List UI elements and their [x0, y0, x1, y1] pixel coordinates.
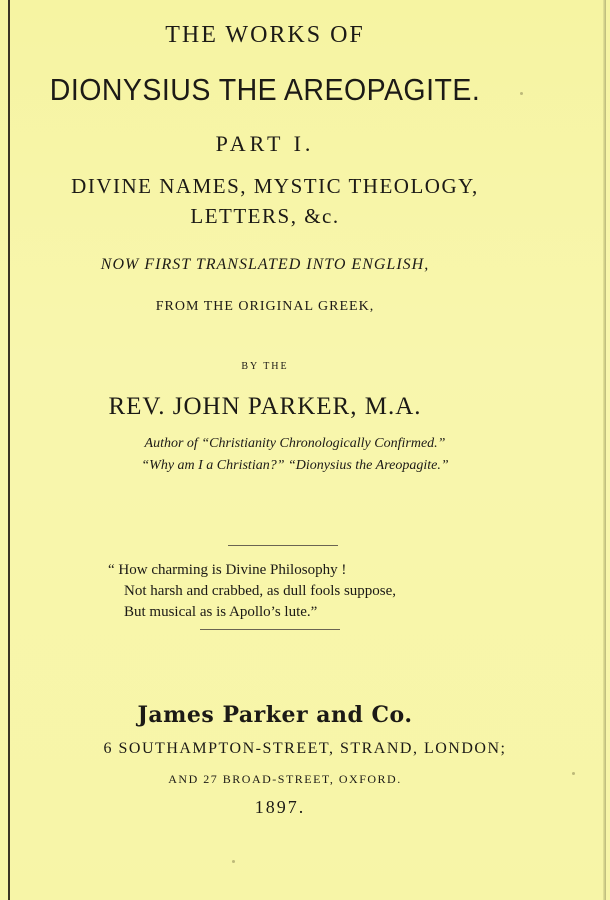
title-line-1: THE WORKS OF [165, 22, 365, 48]
translation-line-1: NOW FIRST TRANSLATED INTO ENGLISH, [100, 256, 430, 273]
author-works-line-2: “Why am I a Christian?” “Dionysius the Areopagite.” [141, 458, 449, 473]
translation-line-2: FROM THE ORIGINAL GREEK, [155, 299, 375, 314]
paper-speck [572, 772, 575, 775]
epigraph-top-rule [228, 545, 338, 546]
epigraph-line-1: “ How charming is Divine Philosophy ! [108, 562, 347, 578]
publisher-name: James Parker and Co. [137, 702, 413, 728]
contents-line-1: DIVINE NAMES, MYSTIC THEOLOGY, [71, 174, 479, 198]
author-works-line-1: Author of “Christianity Chronologically Confirmed.” [144, 436, 446, 451]
address-line-1: 6 SOUTHAMPTON-STREET, STRAND, LONDON; [103, 740, 507, 757]
epigraph-line-3: But musical as is Apollo’s lute.” [124, 604, 318, 620]
paper-speck [232, 860, 235, 863]
address-line-2: AND 27 BROAD-STREET, OXFORD. [168, 772, 402, 786]
part-heading: PART I. [215, 131, 315, 156]
page-right-edge [603, 0, 606, 900]
publication-year: 1897. [254, 797, 306, 817]
title-line-2: DIONYSIUS THE AREOPAGITE. [49, 72, 481, 107]
author-name: REV. JOHN PARKER, M.A. [108, 393, 422, 420]
epigraph-line-2: Not harsh and crabbed, as dull fools suppose, [124, 583, 397, 599]
contents-line-2: LETTERS, &c. [190, 204, 340, 228]
by-the-label: BY THE [241, 361, 289, 372]
paper-speck [520, 92, 523, 95]
epigraph-bottom-rule [200, 629, 340, 630]
